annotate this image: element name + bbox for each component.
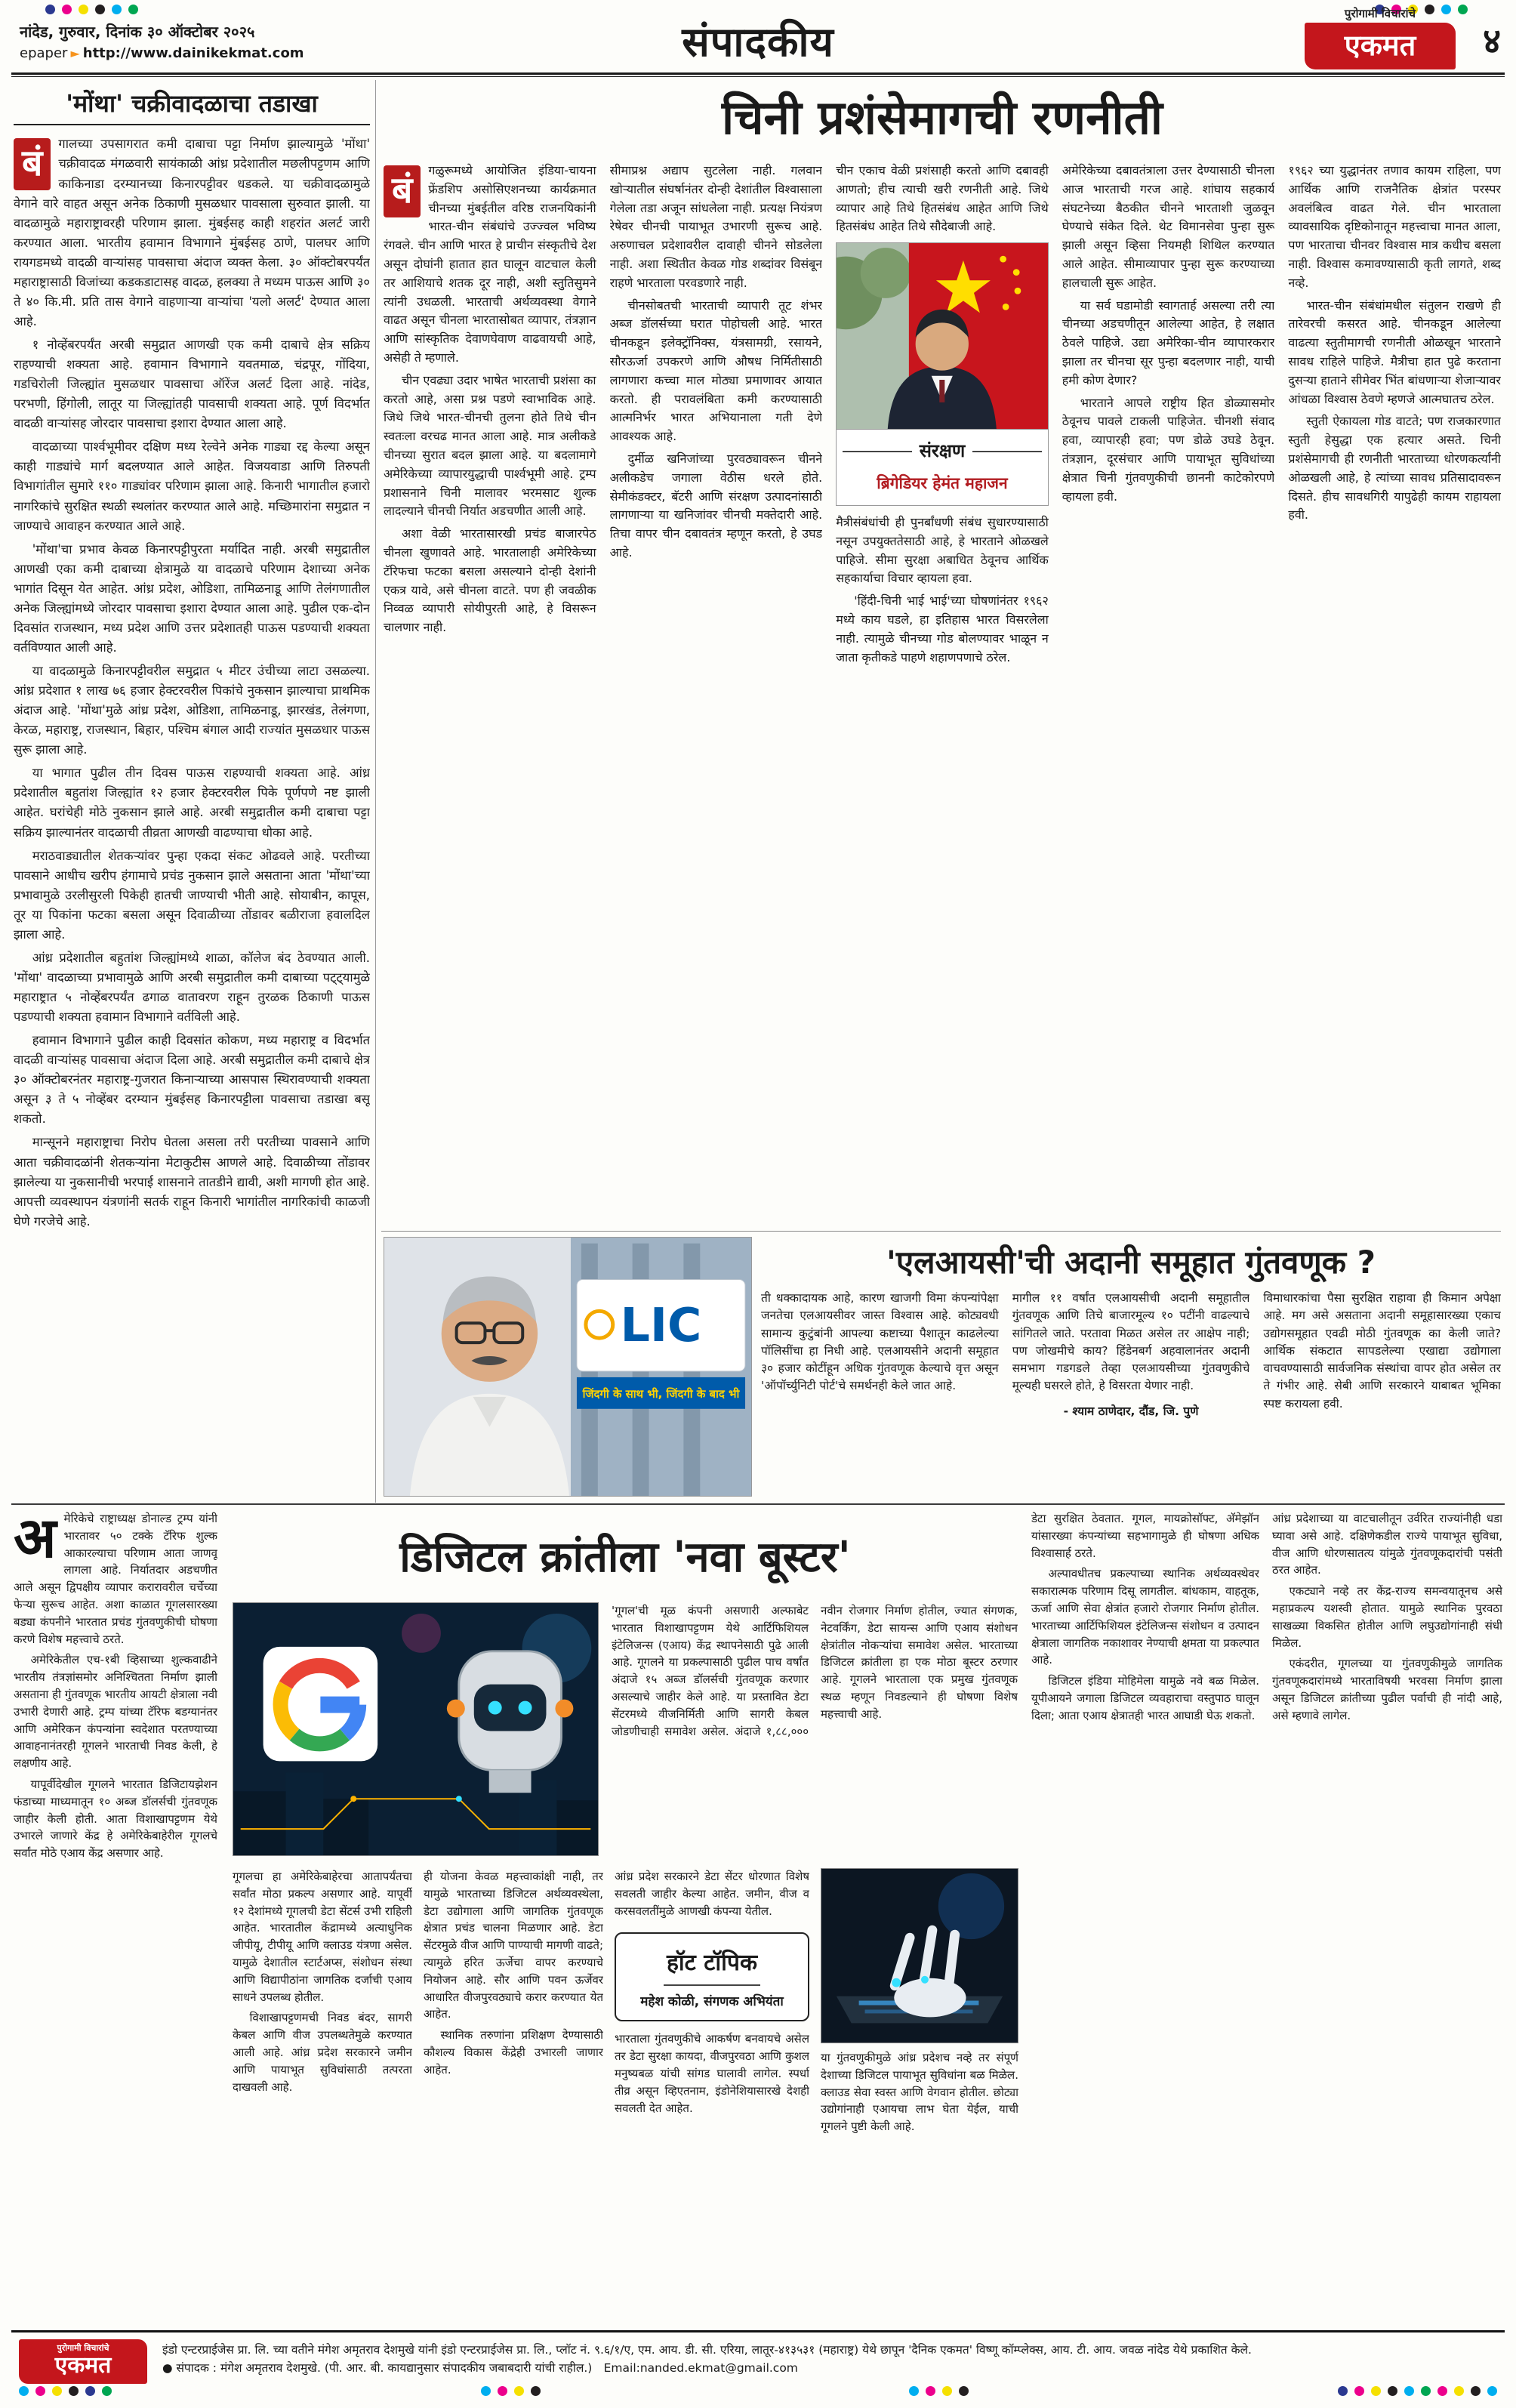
masthead-tagline: पुरोगामी विचारांचे — [1344, 7, 1416, 20]
epaper-label: epaper — [20, 45, 68, 61]
header-rule — [11, 72, 1505, 77]
hot-topic-title: हॉट टॉपिक — [666, 1950, 757, 1977]
article-lic-col-2: मागील ११ वर्षांत एलआयसीची अदानी समूहातील गुंतवणूक आणि तिचे बाजारमूल्य १० पटींनी वाढल्याचे सांगितले जाते. परतावा मिळत असेल तर आक्षेप नाही; पण जोखमीचे काय? हिंडेनबर्ग अहवालानंतर अदानी समभाग गडगडले तेव्हा एलआयसीच्या गुंतवणुकीचे मूल्यही घसरले होते, हे विसरता येणार नाही. - श्याम ठाणेदार, दौंड, जि. पुणे — [1012, 1291, 1250, 1418]
article-lic-headline: 'एलआयसी'ची अदानी समूहात गुंतवणूक ? — [886, 1244, 1376, 1281]
imprint-line-2 — [162, 2359, 1499, 2377]
footer-masthead-logo — [19, 2339, 147, 2384]
article-montha-headline: 'मोंथा' चक्रीवादळाचा तडाखा — [66, 89, 318, 118]
drop-cap: बं — [14, 138, 51, 190]
drop-cap: अ — [14, 1510, 57, 1571]
robot-hand-laptop-photo — [821, 1869, 1018, 2043]
article-digital-intro: 'गूगल'ची मूळ कंपनी असणारी अल्फाबेट भारतात विशाखापट्टणम येथे आर्टिफिशियल इंटेलिजन्स (एआय) केंद्र स्थापनेसाठी पुढे आली आहे. गूगलने या प्रकल्पासाठी पुढील पाच वर्षांत अंदाजे १५ अब्ज डॉलर्सची गुंतवणूक करणार असल्याचे जाहीर केले आहे. या प्रस्तावित डेटा सेंटरमध्ये वीजनिर्मिती आणि सागरी केबल जोडणीचाही समावेश असेल. अंदाजे १,८८,००० नवीन रोजगार निर्माण होतील, ज्यात संगणक, नेटवर्किंग, डेटा सायन्स आणि एआय संशोधन क्षेत्रांतील नोकऱ्यांचा समावेश असेल. भारताच्या डिजिटल क्रांतीला हा एक मोठा बूस्टर ठरणार आहे. गूगलने भारताला एक प्रमुख गुंतवणूक स्थळ म्हणून निवडल्याने ही घोषणा विशेष महत्त्वाची आहे. — [612, 1604, 1018, 1738]
hot-topic-rule — [664, 1984, 761, 1986]
cmyk-registration-dots — [481, 2386, 541, 2396]
adani-lic-photo-frame — [384, 1237, 752, 1497]
epaper-url-link[interactable]: http://www.dainikekmat.com — [82, 45, 304, 61]
cmyk-registration-dots — [1338, 2386, 1497, 2396]
page-number: ४ — [1483, 20, 1501, 61]
article-digital-col-d — [615, 1868, 809, 2321]
imprint-footer — [0, 2330, 1516, 2408]
page-title: संपादकीय — [682, 18, 834, 66]
article-digital — [14, 1507, 1502, 2327]
dateline: नांदेड, गुरुवार, दिनांक ३० ऑक्टोबर २०२५ — [20, 23, 255, 41]
article-china-col-4: अमेरिकेच्या दबावतंत्राला उत्तर देण्यासाठी चीनला आज भारताची गरज आहे. शांघाय सहकार्य संघटनेच्या बैठकीत चीनने भारताशी जुळवून घेण्याचे संकेत दिले. थेट विमानसेवा पुन्हा सुरू झाली असून व्हिसा नियमही शिथिल करण्यात आले आहेत. सीमाव्यापार पुन्हा सुरू करण्याच्या हालचाली सुरू आहेत. या सर्व घडामोडी स्वागतार्ह असल्या तरी त्या चीनच्या अडचणीतून आलेल्या आहेत, हे लक्षात ठेवले पाहिजे. उद्या अमेरिका-चीन व्यापारकरार झाला तर चीनचा सूर पुन्हा बदलणार नाही, याची हमी कोण देणार? भारताने आपले राष्ट्रीय हित डोळ्यासमोर ठेवूनच पावले टाकली पाहिजेत. चीनशी संवाद हवा, व्यापारही हवा; पण डोळे उघडे ठेवून. तंत्रज्ञान, दूरसंचार आणि पायाभूत सुविधांच्या क्षेत्रात चिनी गुंतवणुकीची छाननी काटेकोरपणे व्हायला हवी. — [1062, 163, 1275, 504]
google-ai-photo-frame — [233, 1602, 599, 1856]
article-digital-col-d-top: आंध्र प्रदेश सरकारने डेटा सेंटर धोरणात विशेष सवलती जाहीर केल्या आहेत. जमीन, वीज व करसवलतींमुळे आणखी कंपन्या येतील. — [615, 1870, 809, 1918]
google-ai-photo — [233, 1603, 598, 1855]
article-lic-col-3: विमाधारकांचा पैसा सुरक्षित राहावा ही किमान अपेक्षा आहे. मग असे असताना अदानी समूहासारख्या एकाच उद्योगसमूहात एवढी मोठी गुंतवणूक का केली जाते? आर्थिक संकटात सापडलेल्या एखाद्या उद्योगाला वाचवण्यासाठी सार्वजनिक संस्थांचा वापर होत असेल तर ते गंभीर आहे. सेबी आणि सरकारने याबाबत भूमिका स्पष्ट करायला हवी. — [1263, 1291, 1501, 1411]
svg-text:LIC: LIC — [620, 1298, 702, 1353]
article-montha — [14, 80, 370, 1503]
article-digital-col-e — [821, 1868, 1018, 2321]
adani-lic-photo — [384, 1238, 751, 1496]
article-china-col-2: सीमाप्रश्न अद्याप सुटलेला नाही. गलवान खोऱ्यातील संघर्षानंतर दोन्ही देशांतील विश्वासाला गेलेला तडा अजून सांधलेला नाही. प्रत्यक्ष नियंत्रण रेषेवर चीनची पायाभूत उभारणी सुरूच आहे. अरुणाचल प्रदेशावरील दावाही चीनने सोडलेला नाही. अशा स्थितीत केवळ गोड शब्दांवर विसंबून राहणे भारताला परवडणारे नाही. चीनसोबतची भारताची व्यापारी तूट शंभर अब्ज डॉलर्सच्या घरात पोहोचली आहे. भारत चीनकडून इलेक्ट्रॉनिक्स, यंत्रसामग्री, रसायने, सौरऊर्जा उपकरणे आणि औषध निर्मितीसाठी लागणारा कच्चा माल मोठ्या प्रमाणावर आयात करतो. ही परावलंबिता कमी करण्यासाठी आत्मनिर्भर भारत अभियानाला गती देणे आवश्यक आहे. दुर्मीळ खनिजांच्या पुरवठ्यावरून चीनने अलीकडेच जगाला वेठीस धरले होते. सेमीकंडक्टर, बॅटरी आणि संरक्षण उत्पादनांसाठी लागणाऱ्या या खनिजांवर चीनची मक्तेदारी आहे. तिचा वापर चीन दबावतंत्र म्हणून करतो, हे उघड आहे. — [609, 163, 823, 560]
imprint-text — [162, 2341, 1499, 2377]
article-lic-col-1: ती धक्कादायक आहे, कारण खाजगी विमा कंपन्यांपेक्षा जनतेचा एलआयसीवर जास्त विश्वास आहे. कोट्यवधी सामान्य कुटुंबांनी आपल्या कष्टाच्या पैशातून काढलेल्या पॉलिसींचा हा निधी आहे. एलआयसीने अदानी समूहात ३० हजार कोटींहून अधिक गुंतवणूक केल्याचे वृत्त असून 'ऑपॉर्च्युनिटी पोर्ट'चे समर्थनही केले जात आहे. — [761, 1291, 999, 1393]
footer-cmyk-strip — [19, 2386, 1497, 2396]
article-lic — [384, 1234, 1501, 1500]
article-china-headline: चिनी प्रशंसेमागची रणनीती — [722, 90, 1163, 145]
robot-hand-photo-frame — [821, 1868, 1018, 2043]
footer-masthead-title: एकमत — [54, 2352, 112, 2379]
headline-rule — [14, 124, 370, 125]
china-flag-portrait-photo — [836, 242, 1049, 430]
contact-email: Email:nanded.ekmat@gmail.com — [603, 2361, 798, 2376]
masthead-logo: एकमत — [1305, 23, 1456, 69]
svg-text:जिंदगी के साथ भी, जिंदगी के बा: जिंदगी के साथ भी, जिंदगी के बाद भी — [582, 1386, 740, 1401]
photo-caption-label: संरक्षण — [919, 440, 966, 462]
photo-caption-author: ब्रिगेडियर हेमंत महाजन — [877, 474, 1008, 493]
article-montha-body: बं गालच्या उपसागरात कमी दाबाचा पट्टा निर्माण झाल्यामुळे 'मोंथा' चक्रीवादळ मंगळवारी सायंकाळी आंध्र प्रदेशातील मछलीपट्टणम आणि काकिनाडा दरम्यानच्या किनारपट्टीवर धडकले. या चक्रीवादळामुळे वेगाने वारे वाहत असून अनेक ठिकाणी मुसळधार पावसाला सुरुवात झाली. या वादळामुळे महाराष्ट्रावरही परिणाम झाला. मुंबईसह काही शहरांत अलर्ट जारी करण्यात आला. भारतीय हवामान विभागाने मुंबईसह ठाणे, पालघर आणि रायगडमध्ये वादळी वाऱ्यांसह पावसाचा अंदाज व्यक्त केला. ३० ऑक्टोबरपर्यंत महाराष्ट्रासाठी विजांच्या कडकडाटासह वादळ, हलक्या ते मध्यम पाऊस आणि ३० ते ४० कि.मी. प्रति तास वेगाने वाहणाऱ्या वाऱ्यांचा 'यलो अलर्ट' देण्यात आला आहे. १ नोव्हेंबरपर्यंत अरबी समुद्रात आणखी एक कमी दाबाचे क्षेत्र सक्रिय राहण्याची शक्यता आहे. हवामान विभागाने यवतमाळ, चंद्रपूर, गोंदिया, गडचिरोली जिल्ह्यांत मुसळधार पावसाचा ऑरेंज अलर्ट दिला आहे. नांदेड, परभणी, हिंगोली, लातूर या जिल्ह्यांतही पावसाची शक्यता आहे. पूर्ण विदर्भात वादळी वाऱ्यांसह जोरदार पावसाचा इशारा देण्यात आला आहे. वादळाच्या पार्श्वभूमीवर दक्षिण मध्य रेल्वेने अनेक गाड्या रद्द केल्या असून काही गाड्यांचे मार्ग बदलण्यात आले आहेत. विजयवाडा आणि तिरुपती विभागांतील सुमारे ११० गाड्यांवर परिणाम झाला आहे. किनारी भागातील हजारो नागरिकांचे सुरक्षित स्थळी स्थलांतर करण्यात आले आहे. मच्छिमारांना समुद्रात न जाण्याचे आवाहन करण्यात आले आहे. 'मोंथा'चा प्रभाव केवळ किनारपट्टीपुरता मर्यादित नाही. अरबी समुद्रातील आणखी एका कमी दाबाच्या क्षेत्रामुळे या वादळाचे परिणाम देशाच्या अनेक भागांत दिसून येत आहेत. आंध्र प्रदेश, ओडिशा, तामिळनाडू आणि तेलंगणातील अनेक जिल्ह्यांमध्ये जोरदार पावसाचा इशारा देण्यात आला आहे. पुढील एक-दोन दिवसांत राजस्थान, मध्य प्रदेश आणि उत्तर प्रदेशातही पाऊस पडण्याची शक्यता वर्तविण्यात आली आहे. या वादळामुळे किनारपट्टीवरील समुद्रात ५ मीटर उंचीच्या लाटा उसळल्या. आंध्र प्रदेशात १ लाख ७६ हजार हेक्टरवरील पिकांचे नुकसान झाल्याचा प्राथमिक अंदाज आहे. 'मोंथा'मुळे आंध्र प्रदेश, ओडिशा, तामिळनाडू, झारखंड, तेलंगणा, केरळ, महाराष्ट्र, राजस्थान, बिहार, पश्चिम बंगाल आदी राज्यांत मुसळधार पाऊस सुरू झाला आहे. या भागात पुढील तीन दिवस पाऊस राहण्याची शक्यता आहे. आंध्र प्रदेशातील बहुतांश जिल्ह्यांत १२ हजार हेक्टरवरील पिके पूर्णपणे नष्ट झाली आहेत. घरांचेही मोठे नुकसान झाले आहे. अरबी समुद्रातील कमी दाबाचा पट्टा सक्रिय झाल्यानंतर वादळाची तीव्रता आणखी वाढण्याचा धोका आहे. मराठवाड्यातील शेतकऱ्यांवर पुन्हा एकदा संकट ओढवले आहे. परतीच्या पावसाने आधीच खरीप हंगामाचे प्रचंड नुकसान झाले असताना आता 'मोंथा'च्या प्रभावामुळे उरलीसुरली पिकेही हातची जाण्याची भीती आहे. सोयाबीन, कापूस, तूर या पिकांना फटका बसला असून दिवाळीच्या तोंडावर बळीराजा हवालदिल झाला आहे. आंध्र प्रदेशातील बहुतांश जिल्ह्यांमध्ये शाळा, कॉलेज बंद ठेवण्यात आली. 'मोंथा' वादळाच्या प्रभावामुळे आणि अरबी समुद्रातील कमी दाबाच्या पट्ट्यामुळे महाराष्ट्रात ५ नोव्हेंबरपर्यंत ढगाळ वातावरण राहून तुरळक ठिकाणी पाऊस पडण्याची शक्यता हवामान विभागाने वर्तविली आहे. हवामान विभागाने पुढील काही दिवसांत कोकण, मध्य महाराष्ट्र व विदर्भात वादळी वाऱ्यांसह पावसाचा अंदाज दिला आहे. अरबी समुद्रातील कमी दाबाचे क्षेत्र ३० ऑक्टोबरनंतर महाराष्ट्र-गुजरात किनाऱ्याच्या आसपास स्थिरावण्याची शक्यता असून ३ ते ५ नोव्हेंबर दरम्यान मुंबईसह किनारपट्टीला पावसाचा तडाखा बसू शकतो. मान्सूनने महाराष्ट्राचा निरोप घेतला असला तरी परतीच्या पावसाने आणि आता चक्रीवादळांनी शेतकऱ्यांना मेटाकुटीस आणले आहे. दिवाळीच्या तोंडावर झालेल्या या नुकसानीची भरपाई शासनाने तातडीने द्यावी, अशी मागणी होत आहे. आपत्ती व्यवस्थापन यंत्रणांनी सतर्क राहून किनारी भागांतील नागरिकांची काळजी घेणे गरजेचे आहे. — [14, 137, 370, 1229]
article-digital-col-f: डेटा सुरक्षित ठेवतात. गूगल, मायक्रोसॉफ्ट, अ‍ॅमेझॉन यांसारख्या कंपन्यांच्या सहभागामुळे ही घोषणा अधिक विश्वासार्ह ठरते. अल्पावधीतच प्रकल्पाच्या स्थानिक अर्थव्यवस्थेवर सकारात्मक परिणाम दिसू लागतील. बांधकाम, वाहतूक, ऊर्जा आणि सेवा क्षेत्रांत हजारो रोजगार निर्माण होतील. भारताच्या आर्टिफिशियल इंटेलिजन्स संशोधन व उत्पादन क्षेत्राला जागतिक नकाशावर नेण्याची क्षमता या प्रकल्पात आहे. डिजिटल इंडिया मोहिमेला यामुळे नवे बळ मिळेल. यूपीआयने जगाला डिजिटल व्यवहाराचा वस्तुपाठ घालून दिला; आता एआय क्षेत्रातही भारत आघाडी घेऊ शकतो. — [1031, 1512, 1259, 1722]
epaper-arrow-icon: ► — [70, 46, 80, 60]
section-divider — [381, 1231, 1501, 1232]
photo-caption-box — [836, 430, 1049, 506]
article-digital-col-d-bottom: भारताला गुंतवणुकीचे आकर्षण बनवायचे असेल तर डेटा सुरक्षा कायदा, वीजपुरवठा आणि कुशल मनुष्यबळ यांची सांगड घालावी लागेल. स्पर्धा तीव्र असून व्हिएतनाम, इंडोनेशियासारखे देशही सवलती देत आहेत. — [615, 2032, 809, 2115]
defence-photo-figure — [836, 242, 1049, 506]
hot-topic-author: महेश कोळी, संगणक अभियंता — [640, 1994, 784, 2010]
column-divider — [375, 80, 376, 1503]
article-china — [384, 80, 1501, 1229]
drop-cap: बं — [384, 165, 421, 217]
article-digital-col-g: आंध्र प्रदेशाच्या या वाटचालीतून उर्वरित राज्यांनीही धडा घ्यावा असे आहे. दक्षिणेकडील राज्ये पायाभूत सुविधा, वीज आणि धोरणसातत्य यांमुळे गुंतवणूकदारांची पसंती ठरत आहेत. एकट्याने नव्हे तर केंद्र-राज्य समन्वयातूनच असे महाप्रकल्प यशस्वी होतात. यामुळे स्थानिक पुरवठा साखळ्या विकसित होतील आणि लघुउद्योगांनाही संधी मिळेल. एकंदरीत, गूगलच्या या गुंतवणुकीमुळे जागतिक गुंतवणूकदारांमध्ये भारताविषयी भरवसा निर्माण झाला असून डिजिटल क्रांतीच्या पुढील पर्वाची ही नांदी आहे, असे म्हणावे लागेल. — [1272, 1512, 1502, 1722]
cmyk-registration-dots — [19, 2386, 112, 2396]
article-digital-col-e-text: या गुंतवणुकीमुळे आंध्र प्रदेशच नव्हे तर संपूर्ण देशाच्या डिजिटल पायाभूत सुविधांना बळ मिळेल. क्लाउड सेवा स्वस्त आणि वेगवान होतील. छोट्या उद्योगांनाही एआयचा लाभ घेता येईल, याची गूगलने पुष्टी केली आहे. — [821, 2051, 1018, 2134]
masthead — [1305, 6, 1456, 69]
article-china-col-3: चीन एकाच वेळी प्रशंसाही करतो आणि दबावही आणतो; हीच त्याची खरी रणनीती आहे. जिथे व्यापार आहे तिथे हितसंबंध आहेत आणि जिथे हितसंबंध आहेत तिथे सौदेबाजी आहे. संरक्षण ब्रिगेडियर हेमंत महाजन मैत्रीसंबंधांची ही पुनर्बांधणी संबंध सुधारण्यासाठी नसून उपयुक्ततेसाठी आहे, हे भारताने ओळखले पाहिजे. सीमा सुरक्षा अबाधित ठेवूनच आर्थिक सहकार्याचा विचार व्हायला हवा. 'हिंदी-चिनी भाई भाई'च्या घोषणांनंतर १९६२ मध्ये काय घडले, हा इतिहास भारत विसरलेला नाही. त्यामुळे चीनच्या गोड बोलण्यावर भाळून न जाता कृतीकडे पाहणे शहाणपणाचे ठरेल. — [836, 162, 1049, 1216]
article-china-col-1: बं गळुरूमध्ये आयोजित इंडिया-चायना फ्रेंडशिप असोसिएशनच्या कार्यक्रमात चीनच्या मुंबईतील वरिष्ठ राजनयिकांनी भारत-चीन संबंधांचे उज्ज्वल भविष्य रंगवले. चीन आणि भारत हे प्राचीन संस्कृतीचे देश असून दोघांनी हातात हात घालून वाटचाल केली तर आशियाचे शतक दूर नाही, अशी स्तुतिसुमने त्यांनी उधळली. भारताची अर्थव्यवस्था वेगाने वाढत असून चीनला भारतासोबत व्यापार, तंत्रज्ञान आणि सांस्कृतिक देवाणघेवाण वाढवायची आहे, असेही ते म्हणाले. चीन एवढ्या उदार भाषेत भारताची प्रशंसा का करतो आहे, असा प्रश्न पडणे स्वाभाविक आहे. जिथे जिथे भारत-चीनची तुलना होते तिथे चीन स्वतःला वरचढ मानत आला आहे. मात्र अलीकडे चीनच्या सुरात बदल झाला आहे. या बदलामागे अमेरिकेच्या व्यापारयुद्धाची पार्श्वभूमी आहे. ट्रम्प प्रशासनाने चिनी मालावर भरमसाट शुल्क लादल्याने चीनची निर्यात अडचणीत आली आहे. अशा वेळी भारतासारखी प्रचंड बाजारपेठ चीनला खुणावते आहे. भारतालाही अमेरिकेच्या टॅरिफचा फटका बसला असल्याने दोन्ही देशांनी एकत्र यावे, असे चीनला वाटते. पण ही जवळीक निव्वळ व्यापारी सोयीपुरती आहे, हे विसरून चालणार नाही. — [384, 163, 596, 635]
article-digital-col-left: अ मेरिकेचे राष्ट्राध्यक्ष डोनाल्ड ट्रम्प यांनी भारतावर ५० टक्के टॅरिफ शुल्क आकारल्याचा परिणाम आता जाणवू लागला आहे. निर्यातदार अडचणीत आले असून द्विपक्षीय व्यापार करारावरील चर्चेच्या फेऱ्या सुरूच आहेत. अशा काळात गूगलसारख्या बड्या कंपनीने भारतात प्रचंड गुंतवणुकीची घोषणा करणे विशेष महत्त्वाचे ठरते. अमेरिकेतील एच-१बी व्हिसाच्या शुल्कवाढीने भारतीय तंत्रज्ञांसमोर अनिश्चितता निर्माण झाली असताना ही गुंतवणूक भारतीय आयटी क्षेत्राला नवी उभारी देणारी आहे. ट्रम्प यांच्या टॅरिफ बडग्यानंतर आणि अमेरिकन कंपन्यांना स्वदेशात परतण्याच्या आवाहनानंतरही गूगलने भारताची निवड केली, हे लक्षणीय आहे. यापूर्वीदेखील गूगलने भारतात डिजिटायझेशन फंडाच्या माध्यमातून १० अब्ज डॉलर्सची गुंतवणूक जाहीर केली होती. आता विशाखापट्टणम येथे उभारले जाणारे केंद्र हे अमेरिकेबाहेरील गूगलचे सर्वांत मोठे एआय केंद्र असणार आहे. — [14, 1510, 217, 1861]
article-china-col-5: १९६२ च्या युद्धानंतर तणाव कायम राहिला, पण आर्थिक आणि राजनैतिक क्षेत्रांत परस्पर अवलंबित्व वाढत गेले. चीन भारताला व्यावसायिक दृष्टिकोनातून महत्त्वाचा मानत आला, पण भारताचा चीनवर विश्वास मात्र कधीच बसला नाही. विश्वास कमावण्यासाठी कृती लागते, शब्द नव्हे. भारत-चीन संबंधांमधील संतुलन राखणे ही तारेवरची कसरत आहे. चीनकडून आलेल्या वाढत्या स्तुतीमागची रणनीती ओळखून भारताने सावध राहिले पाहिजे. मैत्रीचा हात पुढे करताना दुसऱ्या हाताने सीमेवर भिंत बांधणाऱ्या शेजाऱ्यावर आंधळा विश्वास ठेवणे म्हणजे आत्मघातच ठरेल. स्तुती ऐकायला गोड वाटते; पण राजकारणात स्तुती हेसुद्धा एक हत्यार असते. चिनी प्रशंसेमागची ही रणनीती भारताच्या धोरणकर्त्यांनी ओळखली आहे, हे त्यांच्या सावध प्रतिसादावरून दिसते. हीच सावधगिरी यापुढेही कायम राहायला हवी. — [1288, 163, 1501, 523]
cmyk-registration-dots — [909, 2386, 969, 2396]
footer-masthead-tagline: पुरोगामी विचारांचे — [57, 2343, 109, 2353]
section-divider — [11, 1503, 1505, 1505]
hot-topic-box — [615, 1932, 809, 2021]
footer-rule — [11, 2330, 1505, 2332]
article-digital-col-b: गूगलचा हा अमेरिकेबाहेरचा आतापर्यंतचा सर्वांत मोठा प्रकल्प असणार आहे. यापूर्वी १२ देशांमध्ये गूगलची डेटा सेंटर्स उभी राहिली आहेत. भारतातील केंद्रामध्ये अत्याधुनिक जीपीयू, टीपीयू आणि क्लाउड यंत्रणा असेल. यामुळे देशातील स्टार्टअप्स, संशोधन संस्था आणि विद्यापीठांना जागतिक दर्जाची एआय साधने उपलब्ध होतील. विशाखापट्टणमची निवड बंदर, सागरी केबल आणि वीज उपलब्धतेमुळे करण्यात आली आहे. आंध्र प्रदेश सरकारने जमीन आणि पायाभूत सुविधांसाठी तत्परता दाखवली आहे. — [233, 1870, 412, 2094]
editor-line: ● संपादक : मंगेश अमृतराव देशमुखे. (पी. आर. बी. कायद्यानुसार संपादकीय जबाबदारी यांची राहील.) — [162, 2361, 593, 2376]
imprint-line-1: इंडो एन्टरप्राईजेस प्रा. लि. च्या वतीने मंगेश अमृतराव देशमुखे यांनी इंडो एन्टरप्राईजेस प्रा. लि., प्लॉट नं. ९.६/१/ए, एम. आय. डी. सी. एरिया, लातूर-४१३५३१ (महाराष्ट्र) येथे छापून 'दैनिक एकमत' विष्णू कॉम्प्लेक्स, आय. टी. आय. जवळ नांदेड येथे प्रकाशित केले. — [162, 2343, 1252, 2357]
article-digital-col-c: ही योजना केवळ महत्त्वाकांक्षी नाही, तर यामुळे भारताच्या डिजिटल अर्थव्यवस्थेला, डेटा उद्योगाला आणि जागतिक गुंतवणूक क्षेत्रात प्रचंड चालना मिळणार आहे. डेटा सेंटरमुळे वीज आणि पाण्याची मागणी वाढते; त्यामुळे हरित ऊर्जेचा वापर करण्याचे नियोजन आहे. सौर आणि पवन ऊर्जेवर आधारित वीजपुरवठ्याचे करार करण्यात येत आहेत. स्थानिक तरुणांना प्रशिक्षण देण्यासाठी कौशल्य विकास केंद्रेही उभारली जाणार आहेत. — [424, 1870, 603, 2077]
article-digital-headline: डिजिटल क्रांतीला 'नवा बूस्टर' — [399, 1533, 851, 1582]
